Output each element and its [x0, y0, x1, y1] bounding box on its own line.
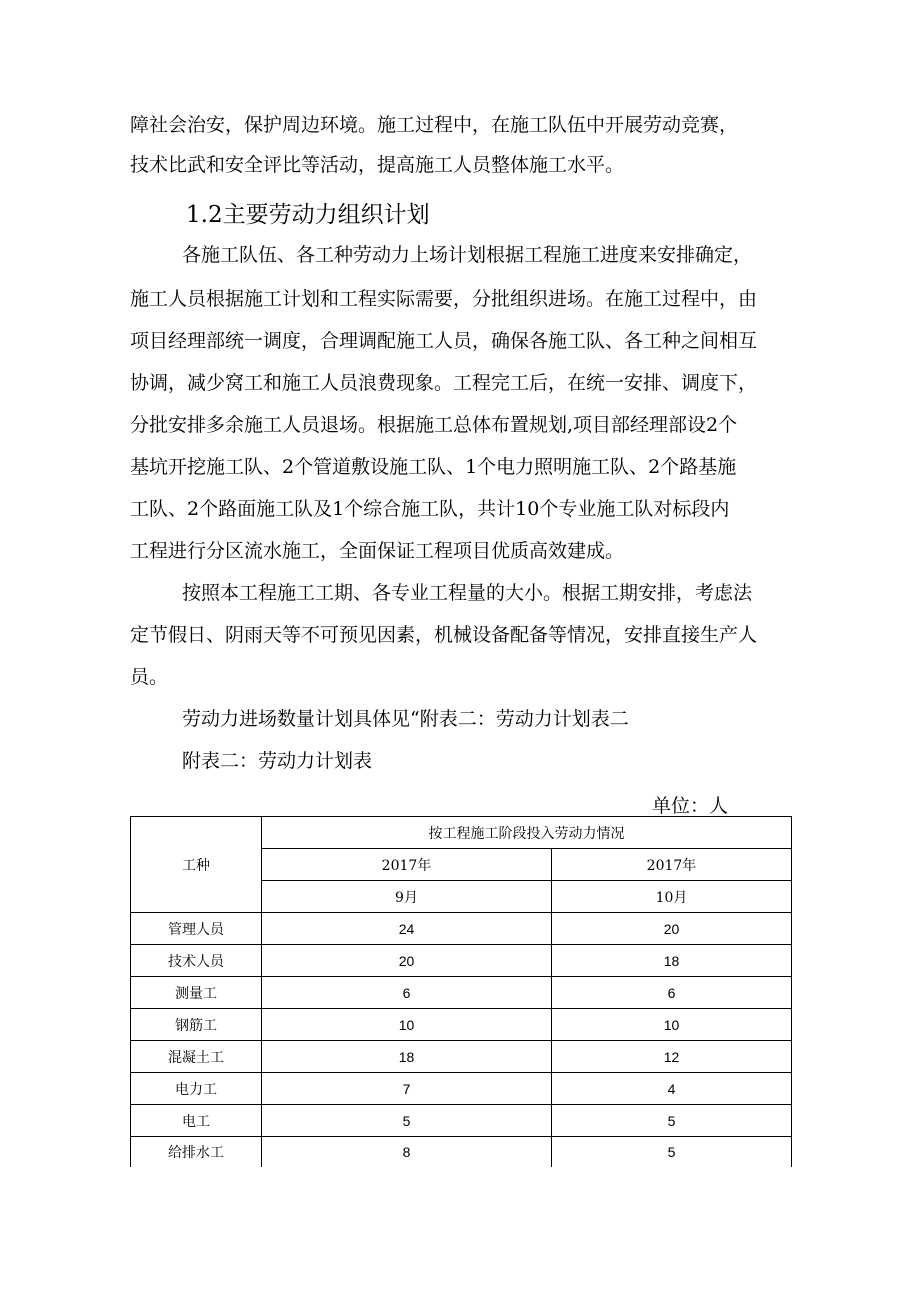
- paragraph-line: 基坑开挖施工队、2个管道敷设施工队、1个电力照明施工队、2个路基施: [130, 456, 737, 478]
- paragraph-line: 技术比武和安全评比等活动，提高施工人员整体施工水平。: [130, 154, 625, 176]
- table-row: [131, 945, 792, 977]
- value-cell: 6: [552, 977, 792, 1009]
- table-row: [131, 1137, 792, 1168]
- value-cell: 7: [262, 1073, 552, 1105]
- table-row: [131, 913, 792, 945]
- value-cell: 12: [552, 1041, 792, 1073]
- trade-cell: 测量工: [131, 977, 262, 1009]
- value-cell: 4: [552, 1073, 792, 1105]
- year-header: 2017年: [262, 849, 552, 881]
- value-cell: 5: [552, 1105, 792, 1137]
- labor-plan-table: [130, 816, 792, 1167]
- paragraph-line: 施工人员根据施工计划和工程实际需要，分批组织进场。在施工过程中，由: [130, 288, 758, 310]
- value-cell: 20: [262, 945, 552, 977]
- paragraph-line: 工程进行分区流水施工，全面保证工程项目优质高效建成。: [130, 540, 625, 562]
- paragraph-line: 分批安排多余施工人员退场。根据施工总体布置规划,项目部经理部设2个: [130, 414, 738, 436]
- section-heading: 1.2主要劳动力组织计划: [186, 202, 430, 228]
- value-cell: 8: [262, 1137, 552, 1168]
- trade-cell: 技术人员: [131, 945, 262, 977]
- value-cell: 24: [262, 913, 552, 945]
- value-cell: 10: [262, 1009, 552, 1041]
- paragraph-line: 按照本工程施工工期、各专业工程量的大小。根据工期安排，考虑法: [182, 582, 753, 604]
- table-row: [131, 1105, 792, 1137]
- paragraph-line: 障社会治安，保护周边环境。施工过程中，在施工队伍中开展劳动竞赛，: [130, 114, 739, 136]
- paragraph-line: 劳动力进场数量计划具体见“附表二：劳动力计划表二: [182, 708, 629, 730]
- value-cell: 5: [552, 1137, 792, 1168]
- trade-cell: 电工: [131, 1105, 262, 1137]
- table-row: [131, 1073, 792, 1105]
- table-row: [131, 977, 792, 1009]
- value-cell: 18: [262, 1041, 552, 1073]
- table-row: [131, 1009, 792, 1041]
- unit-label: 单位：人: [652, 795, 729, 817]
- trade-cell: 电力工: [131, 1073, 262, 1105]
- trade-cell: 给排水工: [131, 1137, 262, 1168]
- trade-cell: 管理人员: [131, 913, 262, 945]
- trade-cell: 混凝土工: [131, 1041, 262, 1073]
- trade-column-header: 工种: [131, 817, 262, 913]
- value-cell: 5: [262, 1105, 552, 1137]
- paragraph-line: 工队、2个路面施工队及1个综合施工队，共计10个专业施工队对标段内: [130, 498, 730, 520]
- trade-cell: 钢筋工: [131, 1009, 262, 1041]
- table-row: [131, 1041, 792, 1073]
- year-header: 2017年: [552, 849, 792, 881]
- paragraph-line: 协调，减少窝工和施工人员浪费现象。工程完工后，在统一安排、调度下，: [130, 372, 758, 394]
- table-caption: 附表二：劳动力计划表: [182, 750, 373, 772]
- paragraph-line: 项目经理部统一调度，合理调配施工人员，确保各施工队、各工种之间相互: [130, 330, 758, 352]
- value-cell: 20: [552, 913, 792, 945]
- paragraph-line: 定节假日、阴雨天等不可预见因素，机械设备配备等情况，安排直接生产人: [130, 624, 758, 646]
- value-cell: 18: [552, 945, 792, 977]
- group-header: 按工程施工阶段投入劳动力情况: [262, 817, 792, 849]
- value-cell: 10: [552, 1009, 792, 1041]
- paragraph-line: 员。: [130, 666, 169, 688]
- value-cell: 6: [262, 977, 552, 1009]
- month-header: 10月: [552, 881, 792, 913]
- paragraph-line: 各施工队伍、各工种劳动力上场计划根据工程施工进度来安排确定，: [182, 244, 753, 266]
- month-header: 9月: [262, 881, 552, 913]
